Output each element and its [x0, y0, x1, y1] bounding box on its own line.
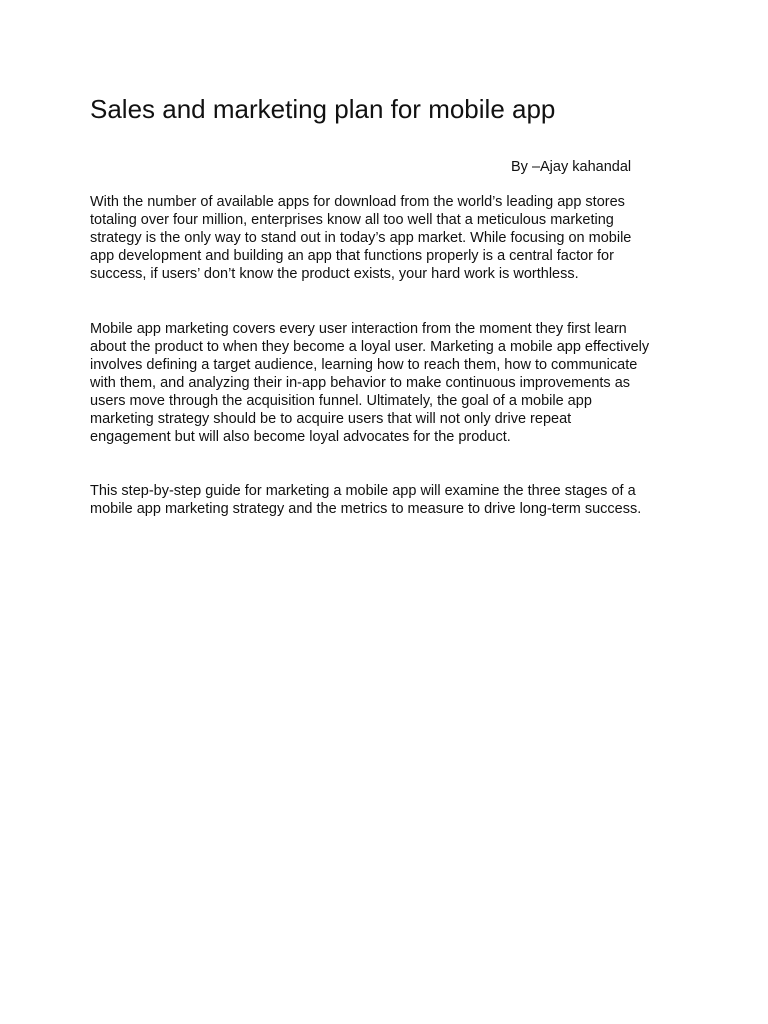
paragraph-3: [90, 482, 641, 518]
paragraph-line: app development and building an app that functions properly is a central factor for: [90, 248, 614, 264]
document-title: Sales and marketing plan for mobile app: [90, 94, 556, 124]
paragraph-line: users move through the acquisition funnel. Ultimately, the goal of a mobile app: [90, 393, 592, 409]
paragraph-line: This step-by-step guide for marketing a mobile app will examine the three stages of a: [90, 483, 636, 499]
paragraph-line: with them, and analyzing their in-app behavior to make continuous improvements as: [90, 375, 631, 391]
author-byline: By –Ajay kahandal: [511, 159, 632, 175]
paragraph-2: [90, 320, 649, 446]
paragraph-line: involves defining a target audience, learning how to reach them, how to communicate: [90, 357, 638, 373]
paragraph-line: totaling over four million, enterprises know all too well that a meticulous marketing: [90, 212, 614, 228]
paragraph-line: mobile app marketing strategy and the metrics to measure to drive long-term success.: [90, 501, 642, 517]
paragraph-line: engagement but will also become loyal advocates for the product.: [90, 429, 511, 445]
paragraph-line: With the number of available apps for download from the world’s leading app stores: [90, 194, 625, 210]
paragraph-line: strategy is the only way to stand out in today’s app market. While focusing on mobile: [90, 230, 632, 246]
paragraph-line: success, if users’ don’t know the product exists, your hard work is worthless.: [90, 266, 579, 282]
paragraph-1: [90, 193, 631, 283]
paragraph-line: marketing strategy should be to acquire users that will not only drive repeat: [90, 411, 572, 427]
paragraph-line: about the product to when they become a loyal user. Marketing a mobile app effectively: [90, 339, 650, 355]
paragraph-line: Mobile app marketing covers every user interaction from the moment they first learn: [90, 321, 627, 337]
